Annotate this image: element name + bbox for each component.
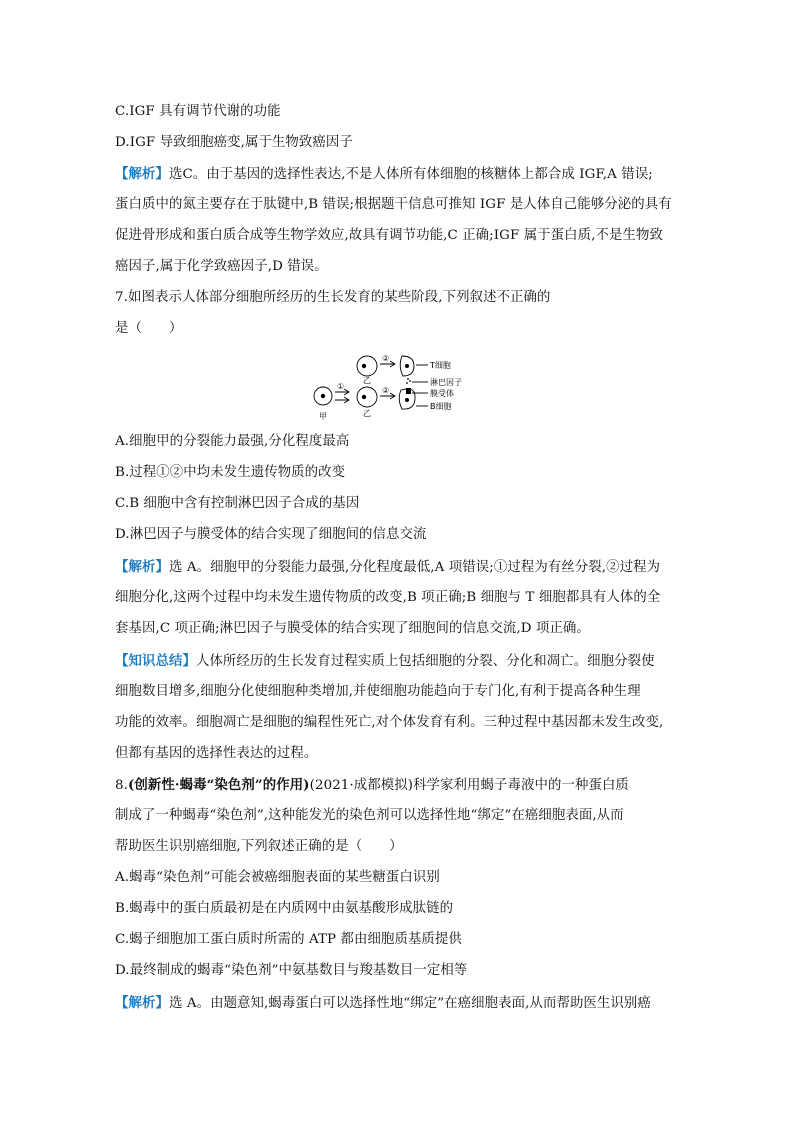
q8-option-b: B.蝎毒中的蛋白质最初是在内质网中由氨基酸形成肽链的 <box>115 901 454 916</box>
cell-yi-bottom <box>357 387 377 407</box>
q6-analysis-line-2: 蛋白质中的氮主要存在于肽键中,B 错误;根据题干信息可推知 IGF 是人体自己能够分泌的具有 <box>115 197 672 212</box>
q7-stem-line-1: 7.如图表示人体部分细胞所经历的生长发育的某些阶段,下列叙述不正确的 <box>115 290 551 305</box>
label-t-cell: T细胞 <box>430 361 451 370</box>
q6-analysis-line-1: 【解析】选C。由于基因的选择性表达,不是人体所有体细胞的核糖体上都合成 IGF,A 错误; <box>115 166 653 182</box>
arrow-step-1-bottom <box>335 397 349 403</box>
q7-option-d: D.淋巴因子与膜受体的结合实现了细胞间的信息交流 <box>115 527 427 542</box>
q7-option-a: A.细胞甲的分裂能力最强,分化程度最高 <box>115 434 350 449</box>
cell-yi-top <box>357 356 377 376</box>
label-step-2-bottom: ② <box>382 386 390 395</box>
lymphokine-dots <box>407 378 409 380</box>
q7-option-c: C.B 细胞中含有控制淋巴因子合成的基因 <box>115 496 360 511</box>
q7-option-b: B.过程①②中均未发生遗传物质的改变 <box>115 465 346 480</box>
label-step-1: ① <box>337 382 345 391</box>
q6-option-d: D.IGF 导致细胞癌变,属于生物致癌因子 <box>115 135 353 150</box>
analysis-tag: 【解析】 <box>115 995 169 1011</box>
q7-summary-line-4: 但都有基因的选择性表达的过程。 <box>115 746 318 761</box>
q7-summary-line-3: 功能的效率。细胞凋亡是细胞的编程性死亡,对个体发育有利。三种过程中基因都未发生改变, <box>115 715 664 730</box>
label-yi-bottom: 乙 <box>363 409 371 418</box>
label-step-2-top: ② <box>382 354 390 363</box>
q8-stem-line-1: 8.(创新性·蝎毒“染色剂”的作用)(2021·成都模拟)科学家利用蝎子毒液中的一种蛋白质 <box>115 777 629 793</box>
q7-analysis-line-2: 细胞分化,这两个过程中均未发生遗传物质的改变,B 项正确;B 细胞与 T 细胞都具有人体的全 <box>115 590 661 605</box>
q7-summary-line-2: 细胞数目增多,细胞分化使细胞种类增加,并使细胞功能趋向于专门化,有利于提高各种生理 <box>115 684 641 699</box>
q6-analysis-line-3: 促进骨形成和蛋白质合成等生物学效应,故具有调节功能,C 正确;IGF 属于蛋白质,不是生物致 <box>115 228 663 243</box>
summary-tag: 【知识总结】 <box>115 653 196 669</box>
label-yi-top: 乙 <box>363 376 371 385</box>
q8-analysis-line-1: 【解析】选 A。由题意知,蝎毒蛋白可以选择性地“绑定”在癌细胞表面,从而帮助医生识别癌 <box>115 995 651 1011</box>
q8-title: (创新性·蝎毒“染色剂”的作用) <box>127 777 310 793</box>
q7-analysis-line-1: 【解析】选 A。细胞甲的分裂能力最强,分化程度最低,A 项错误;①过程为有丝分裂,②过程为 <box>115 559 661 575</box>
q7-stem-line-2: 是（ ） <box>115 321 183 336</box>
label-b-cell: B细胞 <box>430 402 452 411</box>
q8-option-a: A.蝎毒“染色剂”可能会被癌细胞表面的某些糖蛋白识别 <box>115 870 440 885</box>
label-jia: 甲 <box>319 412 327 421</box>
q8-option-c: C.蝎子细胞加工蛋白质时所需的 ATP 都由细胞质基质提供 <box>115 932 462 947</box>
q7-analysis-line-3: 套基因,C 项正确;淋巴因子与膜受体的结合实现了细胞间的信息交流,D 项正确。 <box>115 621 590 636</box>
q8-stem-line-2: 制成了一种蝎毒“染色剂”,这种能发光的染色剂可以选择性地“绑定”在癌细胞表面,从而 <box>115 808 624 823</box>
membrane-receptor <box>406 388 411 394</box>
label-lymphokine: 淋巴因子 <box>430 378 462 387</box>
analysis-tag: 【解析】 <box>115 559 169 575</box>
label-receptor: 膜受体 <box>430 389 454 398</box>
q6-option-c: C.IGF 具有调节代谢的功能 <box>115 104 281 119</box>
q8-option-d: D.最终制成的蝎毒“染色剂”中氨基数目与羧基数目一定相等 <box>115 963 468 978</box>
q8-stem-line-3: 帮助医生识别癌细胞,下列叙述正确的是（ ） <box>115 839 403 854</box>
q7-summary-line-1: 【知识总结】人体所经历的生长发育过程实质上包括细胞的分裂、分化和凋亡。细胞分裂使 <box>115 653 655 669</box>
cell-differentiation-diagram <box>308 352 498 424</box>
q6-analysis-line-4: 癌因子,属于化学致癌因子,D 错误。 <box>115 259 328 274</box>
analysis-tag: 【解析】 <box>115 166 169 182</box>
